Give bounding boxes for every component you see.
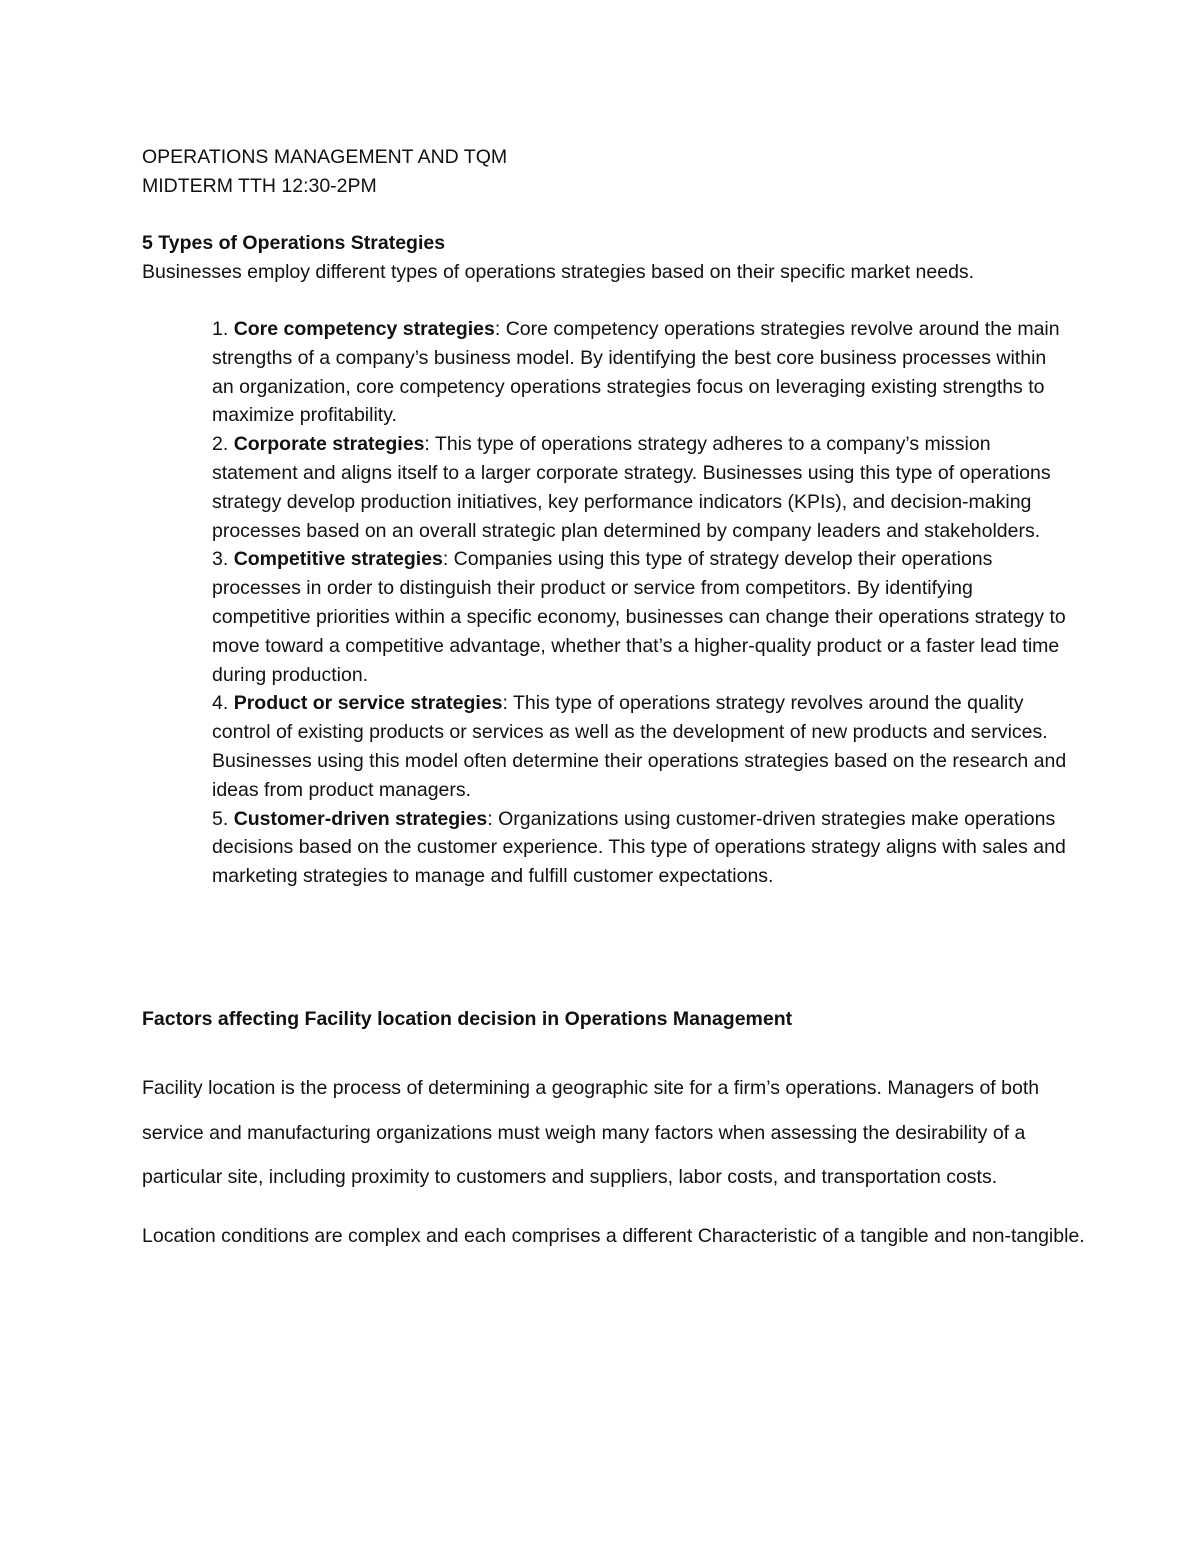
strategy-item	[212, 315, 1072, 430]
strategy-description: : Organizations using customer-driven strategies make operations decisions based on the customer experience. This type of operations strategy aligns with sales and marketing strategies to manage and fulfill customer expectations.	[212, 807, 1066, 888]
strategy-description: : Core competency operations strategies revolve around the main strengths of a company’s business model. By identifying the best core business processes within an organization, core competency operations strategies focus on leveraging existing strengths to maximize profitability.	[212, 318, 1060, 427]
strategy-term: Competitive strategies	[233, 548, 443, 571]
strategy-description: : This type of operations strategy revolves around the quality control of existing products or services as well as the development of new products and services. Businesses using this model often determine their operations strategies based on the research and ideas from product managers.	[212, 692, 1067, 801]
strategy-list	[212, 315, 1072, 891]
strategy-item	[212, 689, 1072, 804]
paragraph: Facility location is the process of determining a geographic site for a firm’s operations. Managers of both service and manufacturing organizations must weigh many factors when assessing the desirability of a particular site, including proximity to customers and suppliers, labor costs, and transportation costs.	[142, 1077, 1040, 1188]
strategy-term: Corporate strategies	[233, 433, 425, 456]
item-number: 3.	[212, 548, 234, 571]
section-heading: Factors affecting Facility location decision in Operations Management	[142, 1008, 793, 1030]
strategy-description: : Companies using this type of strategy develop their operations processes in order to distinguish their product or service from competitors. By identifying competitive priorities within a specific economy, businesses can change their operations strategy to move toward a competitive advantage, whether that’s a higher-quality product or a faster lead time during production.	[212, 548, 1066, 686]
facility-location-section	[142, 1004, 1092, 1258]
strategy-term: Product or service strategies	[233, 692, 503, 715]
section-intro: Businesses employ different types of operations strategies based on their specific market needs.	[142, 261, 975, 283]
strategy-description: : This type of operations strategy adheres to a company’s mission statement and aligns itself to a larger corporate strategy. Businesses using this type of operations strategy develop production initiatives, key performance indicators (KPIs), and decision-making processes based on an overall strategic plan determined by company leaders and stakeholders.	[212, 433, 1051, 542]
strategy-item	[212, 430, 1072, 545]
exam-schedule: MIDTERM TTH 12:30-2PM	[142, 175, 377, 197]
document-header	[142, 143, 507, 201]
section-heading: 5 Types of Operations Strategies	[142, 232, 446, 254]
item-number: 4.	[212, 692, 234, 715]
item-number: 2.	[212, 433, 234, 456]
strategy-item	[212, 545, 1072, 689]
operations-strategies-section	[142, 229, 1102, 888]
course-title: OPERATIONS MANAGEMENT AND TQM	[142, 146, 508, 168]
item-number: 1.	[212, 318, 234, 340]
strategy-term: Customer-driven strategies	[233, 807, 488, 830]
strategy-item	[212, 805, 1072, 891]
strategy-term: Core competency strategies	[233, 318, 495, 340]
item-number: 5.	[212, 807, 234, 830]
paragraph: Location conditions are complex and each comprises a different Characteristic of a tangible and non-tangible.	[142, 1224, 1085, 1247]
